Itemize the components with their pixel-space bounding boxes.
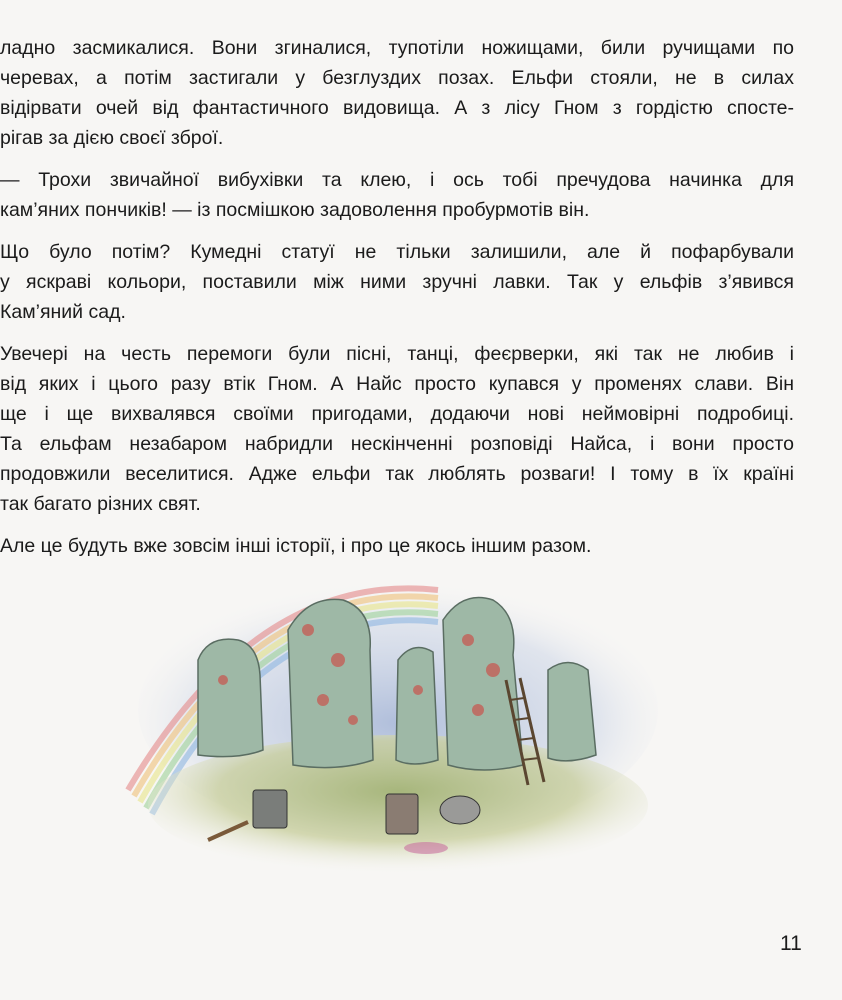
body-text: [0, 33, 794, 573]
paint-can: [253, 790, 287, 828]
text-line: — Трохи звичайної вибухівки та клею, і ось тобі пречудова начинка для: [0, 169, 794, 191]
text-line: кам’яних пончиків! — із посмішкою задоволення пробурмотів він.: [0, 199, 590, 221]
stone-garden-illustration: [108, 560, 668, 890]
text-line: рігав за дією своєї зброї.: [0, 127, 224, 149]
text-line: ладно засмикалися. Вони згиналися, тупотіли ножищами, били ручищами по: [0, 37, 794, 59]
text-line: Але це будуть вже зовсім інші історії, і про це якось іншим разом.: [0, 535, 592, 557]
paint-can-tipped: [440, 796, 480, 824]
text-line: Що було потім? Кумедні статуї не тільки залишили, але й пофарбували: [0, 241, 794, 263]
page-number: 11: [780, 932, 802, 955]
text-line: продовжили веселитися. Адже ельфи так люблять розваги! І тому в їх країні: [0, 463, 794, 485]
paragraph-4: [0, 339, 794, 519]
text-line: відірвати очей від фантастичного видовища. А з лісу Гном з гордістю спосте-: [0, 97, 794, 119]
paragraph-2: [0, 165, 794, 225]
text-line: від яких і цього разу втік Гном. А Найс просто купався у променях слави. Він: [0, 373, 794, 395]
text-line: Увечері на честь перемоги були пісні, танці, феєрверки, які так не любив і: [0, 343, 794, 365]
text-line: у яскраві кольори, поставили між ними зручні лавки. Так у ельфів з’явився: [0, 271, 794, 293]
text-line: Та ельфам незабаром набридли нескінченні розповіді Найса, і вони просто: [0, 433, 794, 455]
text-line: ще і ще вихвалявся своїми пригодами, додаючи нові неймовірні подробиці.: [0, 403, 794, 425]
paint-can: [386, 794, 418, 834]
paragraph-1: [0, 33, 794, 153]
text-line: так багато різних свят.: [0, 493, 201, 515]
paragraph-5: [0, 531, 794, 561]
paint-spill: [404, 842, 448, 854]
text-line: черевах, а потім застигали у безглуздих позах. Ельфи стояли, не в силах: [0, 67, 794, 89]
paragraph-3: [0, 237, 794, 327]
text-line: Кам’яний сад.: [0, 301, 126, 323]
